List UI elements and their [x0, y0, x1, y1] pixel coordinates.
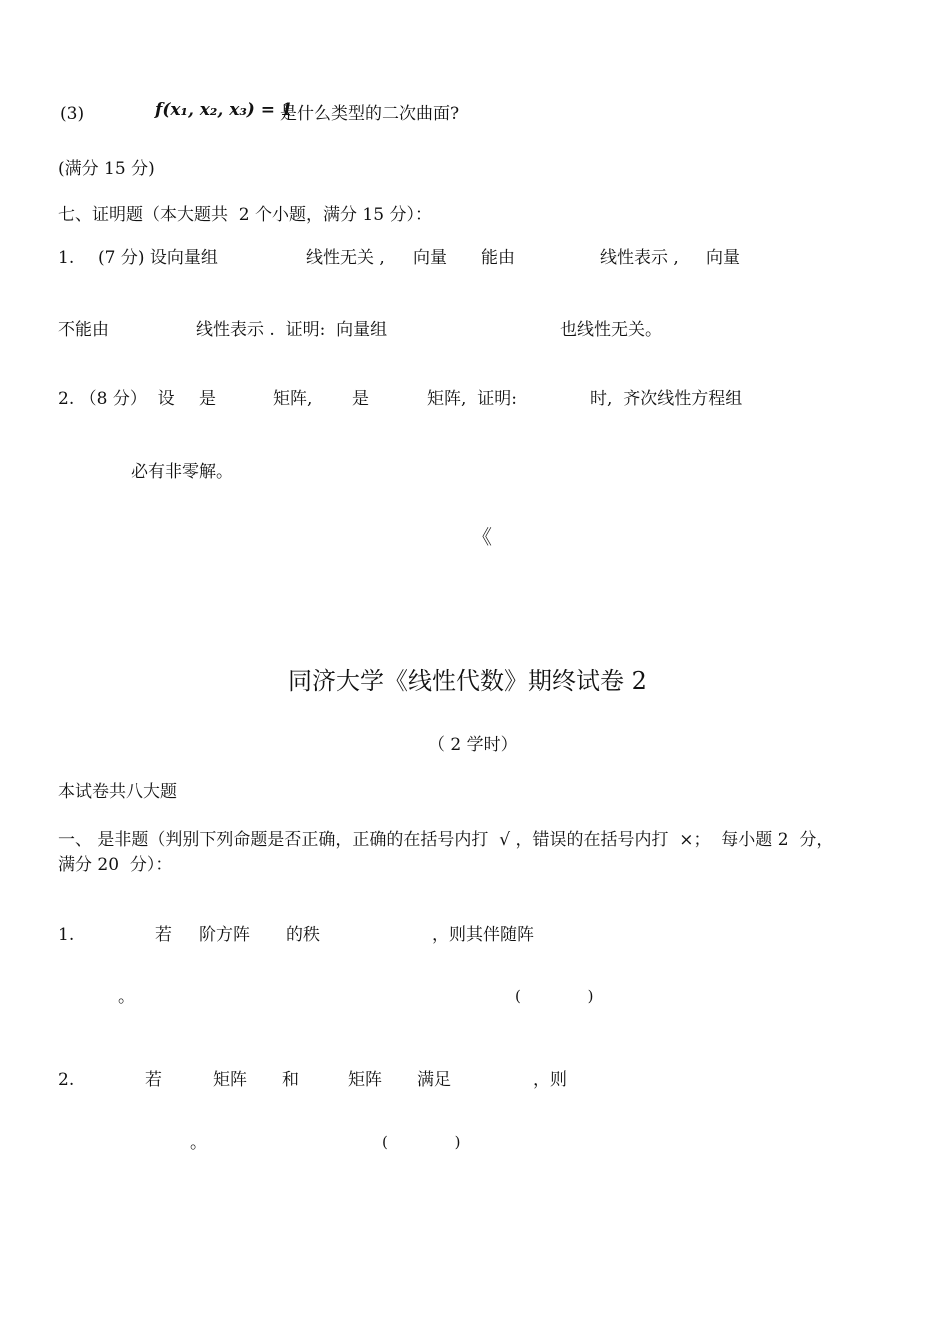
- s7-q2-part3: 矩阵,: [273, 389, 313, 409]
- s7-q1-part2: 线性无关 ,: [306, 248, 385, 268]
- s7-q1-part1: (7 分) 设向量组: [98, 248, 218, 268]
- e-q2-part4: 矩阵: [348, 1070, 382, 1090]
- s7-q1-number: 1.: [58, 248, 75, 268]
- s7-q1-part6: 向量: [706, 248, 740, 268]
- e-q2-part1: 若: [145, 1070, 162, 1090]
- exam-title: 同济大学《线性代数》期终试卷 2: [288, 667, 647, 695]
- section1-heading-line1: 一、 是非题（判别下列命题是否正确，正确的在括号内打 √ ，错误的在括号内打 ×； 每小题 2 分，: [58, 830, 834, 850]
- bracket-mark: 《: [472, 525, 492, 549]
- q3-text: 是什么类型的二次曲面?: [280, 104, 460, 124]
- s7-q1-part3: 向量: [413, 248, 447, 268]
- section1-heading-line2: 满分 20 分）：: [58, 855, 173, 875]
- e-q2-number: 2.: [58, 1070, 75, 1090]
- s7-q2-part2: 是: [199, 389, 216, 409]
- s7-q2-part4: 是: [352, 389, 369, 409]
- q3-formula: f(x₁, x₂, x₃) = 1: [155, 100, 293, 120]
- e-q1-end: 。: [118, 987, 135, 1007]
- e-q2-part3: 和: [282, 1070, 299, 1090]
- s7-q1-part5: 线性表示 ,: [600, 248, 679, 268]
- exam-subtitle: （ 2 学时）: [428, 735, 518, 755]
- s7-q2-line2: 必有非零解。: [131, 462, 233, 482]
- e-q2-answer-parens: ( ): [382, 1133, 461, 1151]
- s7-q1-line2-part2: 线性表示 . 证明: 向量组: [196, 320, 388, 340]
- e-q1-part2: 阶方阵: [199, 925, 250, 945]
- q3-number: (3): [60, 104, 85, 124]
- s7-q2-part6: 时, 齐次线性方程组: [590, 389, 743, 409]
- e-q2-part2: 矩阵: [213, 1070, 247, 1090]
- section7-heading: 七、证明题（本大题共 2 个小题，满分 15 分）：: [58, 205, 432, 225]
- e-q1-part4: ，则其伴随阵: [432, 925, 534, 945]
- e-q2-end: 。: [190, 1133, 207, 1153]
- e-q1-part1: 若: [155, 925, 172, 945]
- s7-q1-line2-part3: 也线性无关。: [560, 320, 662, 340]
- q3-score: (满分 15 分): [58, 159, 155, 179]
- s7-q1-part4: 能由: [481, 248, 515, 268]
- e-q2-part5: 满足: [417, 1070, 451, 1090]
- exam-intro: 本试卷共八大题: [58, 782, 177, 802]
- e-q2-part6: ，则: [533, 1070, 567, 1090]
- s7-q2-part1: 2. （8 分） 设: [58, 389, 175, 409]
- e-q1-number: 1.: [58, 925, 75, 945]
- e-q1-answer-parens: ( ): [515, 987, 594, 1005]
- e-q1-part3: 的秩: [286, 925, 320, 945]
- s7-q1-line2-part1: 不能由: [58, 320, 109, 340]
- s7-q2-part5: 矩阵, 证明:: [427, 389, 517, 409]
